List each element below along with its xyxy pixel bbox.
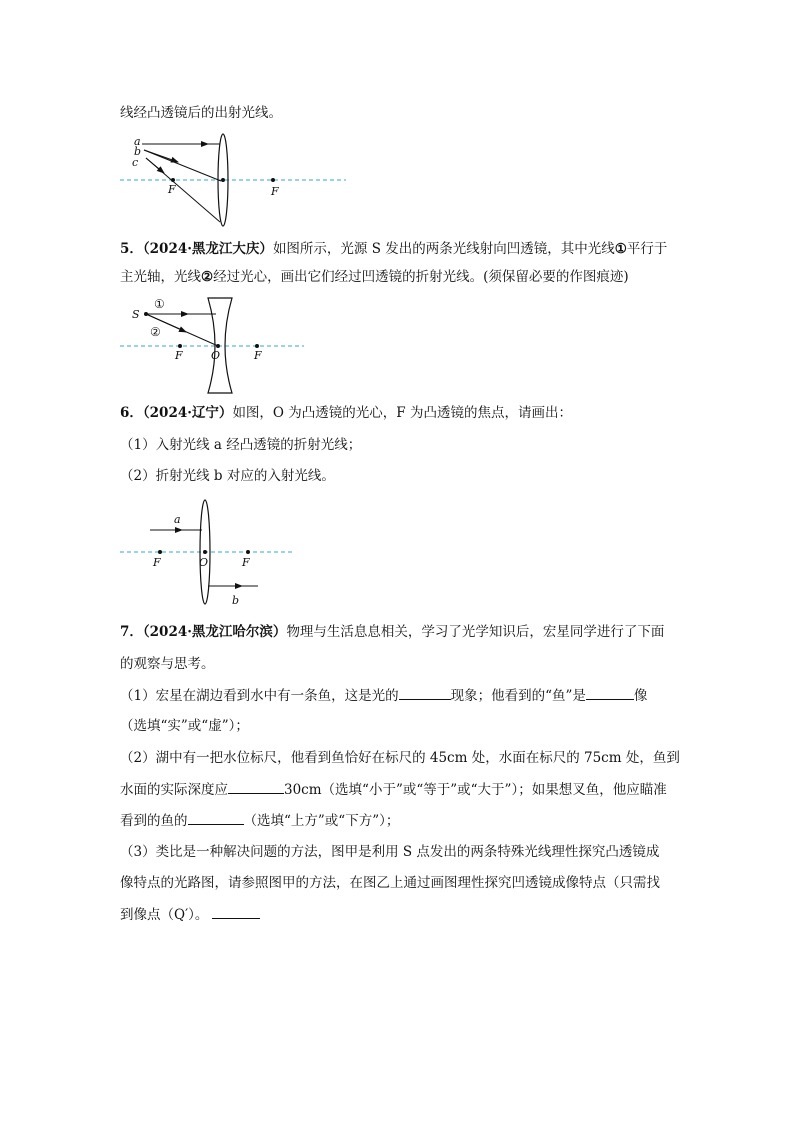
q7-p3-line-1: （3）类比是一种解决问题的方法，图甲是利用 S 点发出的两条特殊光线理性探究凸透镜成	[120, 844, 660, 860]
label-S: S	[132, 308, 140, 321]
q5-line2-a: 主光轴，光线	[120, 269, 201, 285]
q4-tail-text: 线经凸透镜后的出射光线。	[120, 105, 282, 121]
q7-number: 7．	[120, 624, 143, 640]
q7-p1-c: 像	[633, 688, 648, 704]
q7-p2-2a: 水面的实际深度应	[120, 782, 228, 798]
q5-mark-2: ②	[201, 269, 214, 285]
figure-concave-lens	[110, 292, 310, 397]
q5-line-2	[120, 268, 629, 286]
label-focus-right: F	[271, 185, 279, 198]
focus-right-dot	[255, 344, 259, 348]
q7-p1-b: 现象；他看到的“鱼”是	[450, 688, 586, 704]
label-c: c	[132, 156, 139, 169]
q6-source: （2024·辽宁）	[142, 405, 233, 421]
label-a: a	[174, 513, 181, 526]
focus-left-dot	[171, 178, 175, 182]
q5-line2-b: 经过光心，画出它们经过凹透镜的折射光线。(须保留必要的作图痕迹)	[213, 269, 629, 285]
q7-p1-line-1	[120, 686, 647, 705]
focus-left-dot	[178, 344, 182, 348]
q6-sub-1: （1）入射光线 a 经凸透镜的折射光线；	[120, 437, 362, 453]
q7-p3-line-3	[120, 905, 260, 924]
answer-blank-5[interactable]	[212, 905, 260, 919]
q7-p2-line-2	[120, 780, 667, 799]
q5-source: （2024·黑龙江大庆）	[142, 241, 273, 257]
label-focus-left: F	[168, 183, 176, 196]
optical-center-dot	[216, 344, 220, 348]
figure-convex-lens-rays-ab	[110, 498, 300, 610]
label-b: b	[232, 594, 240, 607]
q7-p2-line-1: （2）湖中有一把水位标尺，他看到鱼恰好在标尺的 45cm 处，水面在标尺的 75cm 处，鱼到	[120, 750, 680, 766]
label-ray-2: ②	[150, 325, 161, 339]
focus-right-dot	[271, 178, 275, 182]
q7-text: 物理与生活息息相关，学习了光学知识后，宏星同学进行了下面	[286, 624, 665, 640]
label-focus-right: F	[242, 556, 250, 569]
answer-blank-4[interactable]	[188, 811, 244, 825]
q7-p2-2b: 30cm（选填“小于”或“等于”或“大于”）；如果想叉鱼，他应瞄准	[284, 782, 667, 798]
answer-blank-1[interactable]	[399, 686, 451, 700]
q5-mark-1: ①	[614, 241, 627, 257]
label-center: O	[211, 349, 221, 362]
focus-left-dot	[158, 550, 162, 554]
label-center: O	[199, 556, 209, 569]
q5-line-1	[120, 240, 667, 258]
q7-p1-a: （1）宏星在湖边看到水中有一条鱼，这是光的	[120, 688, 399, 704]
q5-text-2: 平行于	[626, 241, 668, 257]
label-focus-left: F	[175, 349, 183, 362]
ray-c-arrow	[146, 158, 164, 173]
q7-source: （2024·黑龙江哈尔滨）	[142, 624, 287, 640]
q5-number: 5．	[120, 241, 143, 257]
q5-text-1: 如图所示，光源 S 发出的两条光线射向凹透镜，其中光线	[272, 241, 615, 257]
label-a: a	[134, 135, 141, 148]
label-ray-1: ①	[154, 297, 165, 311]
optical-center-dot	[203, 550, 207, 554]
q6-text: 如图，O 为凸透镜的光心，F 为凸透镜的焦点，请画出：	[232, 405, 572, 421]
label-focus-left: F	[153, 556, 161, 569]
q7-p2-line-3	[120, 811, 399, 830]
q7-p3-3: 到像点（Q′）。	[120, 907, 209, 923]
label-b: b	[134, 145, 142, 158]
figure-convex-lens-rays-abc	[110, 130, 360, 230]
q7-p3-line-2: 像特点的光路图，请参照图甲的方法，在图乙上通过画图理性探究凹透镜成像特点（只需找	[120, 875, 660, 891]
q7-p1-line-2: （选填“实”或“虚”）；	[120, 718, 249, 734]
q7-text-cont: 的观察与思考。	[120, 656, 215, 672]
q7-p2-3a: 看到的鱼的	[120, 813, 188, 829]
focus-right-dot	[246, 550, 250, 554]
answer-blank-2[interactable]	[586, 686, 634, 700]
source-dot	[144, 312, 148, 316]
answer-blank-3[interactable]	[228, 780, 284, 794]
optical-center-dot	[221, 178, 225, 182]
q6-sub-2: （2）折射光线 b 对应的入射光线。	[120, 468, 335, 484]
q6-line-1	[120, 404, 572, 422]
q7-line-1	[120, 623, 664, 641]
q6-number: 6．	[120, 405, 143, 421]
q7-p2-3b: （选填“上方”或“下方”）；	[243, 813, 400, 829]
label-focus-right: F	[254, 349, 262, 362]
